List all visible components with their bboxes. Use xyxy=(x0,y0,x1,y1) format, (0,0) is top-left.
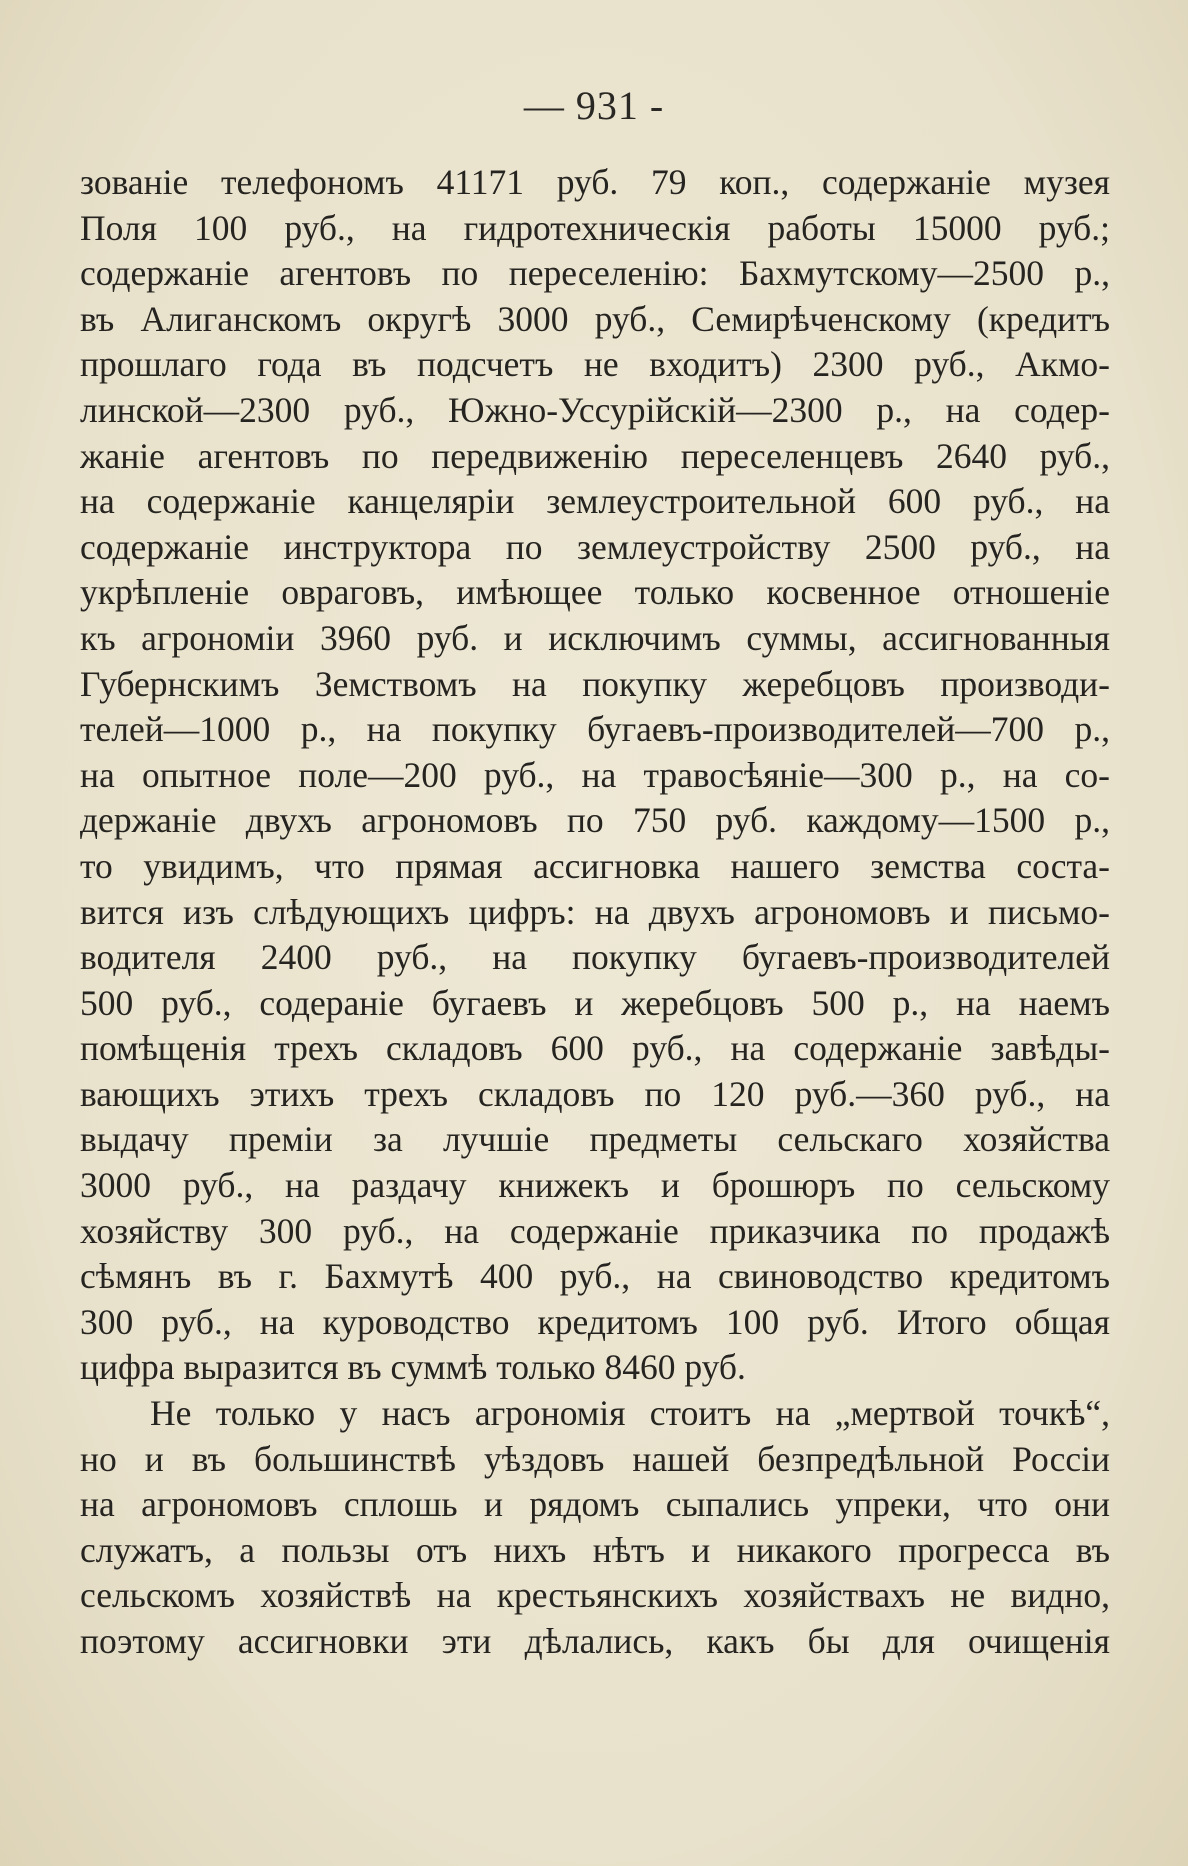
text-line: зованіе телефономъ 41171 руб. 79 коп., содержаніе музея xyxy=(80,162,1110,202)
text-line: на опытное поле—200 руб., на травосѣяніе—300 р., на со- xyxy=(80,754,1110,795)
text-line: но и въ большинствѣ уѣздовъ нашей безпредѣльной Россіи xyxy=(80,1438,1110,1479)
paragraph-start-line: Не только у насъ агрономія стоитъ на „мертвой точкѣ“, xyxy=(150,1393,1110,1434)
text-line: на содержаніе канцеляріи землеустроительной 600 руб., на xyxy=(80,481,1110,522)
text-line: сѣмянъ въ г. Бахмутѣ 400 руб., на свиноводство кредитомъ xyxy=(80,1256,1110,1297)
text-line: сельскомъ хозяйствѣ на крестьянскихъ хозяйствахъ не видно, xyxy=(80,1575,1110,1616)
text-line: линской—2300 руб., Южно-Уссурійскій—2300 р., на содер- xyxy=(80,389,1110,430)
body-text xyxy=(80,160,1110,1665)
text-line: хозяйству 300 руб., на содержаніе приказчика по продажѣ xyxy=(80,1210,1110,1251)
text-line: выдачу преміи за лучшіе предметы сельскаго хозяйства xyxy=(80,1119,1110,1160)
text-line: 500 руб., содераніе бугаевъ и жеребцовъ 500 р., на наемъ xyxy=(80,982,1110,1023)
text-line: телей—1000 р., на покупку бугаевъ-производителей—700 р., xyxy=(80,709,1110,750)
text-line: поэтому ассигновки эти дѣлались, какъ бы для очищенія xyxy=(80,1621,1110,1661)
text-line: на агрономовъ сплошь и рядомъ сыпались упреки, что они xyxy=(80,1484,1110,1525)
text-line: содержаніе агентовъ по переселенію: Бахмутскому—2500 р., xyxy=(80,253,1110,294)
text-line: содержаніе инструктора по землеустройству 2500 руб., на xyxy=(80,526,1110,567)
text-line: 3000 руб., на раздачу книжекъ и брошюръ по сельскому xyxy=(80,1165,1110,1206)
text-line: вающихъ этихъ трехъ складовъ по 120 руб.—360 руб., на xyxy=(80,1073,1110,1114)
text-line: жаніе агентовъ по передвиженію переселенцевъ 2640 руб., xyxy=(80,435,1110,476)
page-number: — 931 - xyxy=(523,83,665,128)
paragraph-end-line: цифра выразится въ суммѣ только 8460 руб. xyxy=(80,1347,746,1388)
text-line: къ агрономіи 3960 руб. и исключимъ суммы, ассигнованныя xyxy=(80,617,1110,658)
text-line: помѣщенія трехъ складовъ 600 руб., на содержаніе завѣды- xyxy=(80,1028,1110,1069)
text-line: держаніе двухъ агрономовъ по 750 руб. каждому—1500 р., xyxy=(80,800,1110,841)
text-line: водителя 2400 руб., на покупку бугаевъ-производителей xyxy=(80,937,1110,978)
text-line: Губернскимъ Земствомъ на покупку жеребцовъ производи- xyxy=(80,663,1110,704)
text-line: прошлаго года въ подсчетъ не входитъ) 2300 руб., Акмо- xyxy=(80,344,1110,385)
text-line: вится изъ слѣдующихъ цифръ: на двухъ агрономовъ и письмо- xyxy=(80,891,1110,932)
text-line: укрѣпленіе овраговъ, имѣющее только косвенное отношеніе xyxy=(80,572,1110,613)
text-line: Поля 100 руб., на гидротехническія работы 15000 руб.; xyxy=(80,207,1110,248)
text-line: то увидимъ, что прямая ассигновка нашего земства соста- xyxy=(80,845,1110,886)
text-line: 300 руб., на куроводство кредитомъ 100 руб. Итого общая xyxy=(80,1301,1110,1342)
text-line: служатъ, а пользы отъ нихъ нѣтъ и никакого прогресса въ xyxy=(80,1529,1110,1570)
text-line: въ Алиганскомъ округѣ 3000 руб., Семирѣченскому (кредитъ xyxy=(80,298,1110,339)
